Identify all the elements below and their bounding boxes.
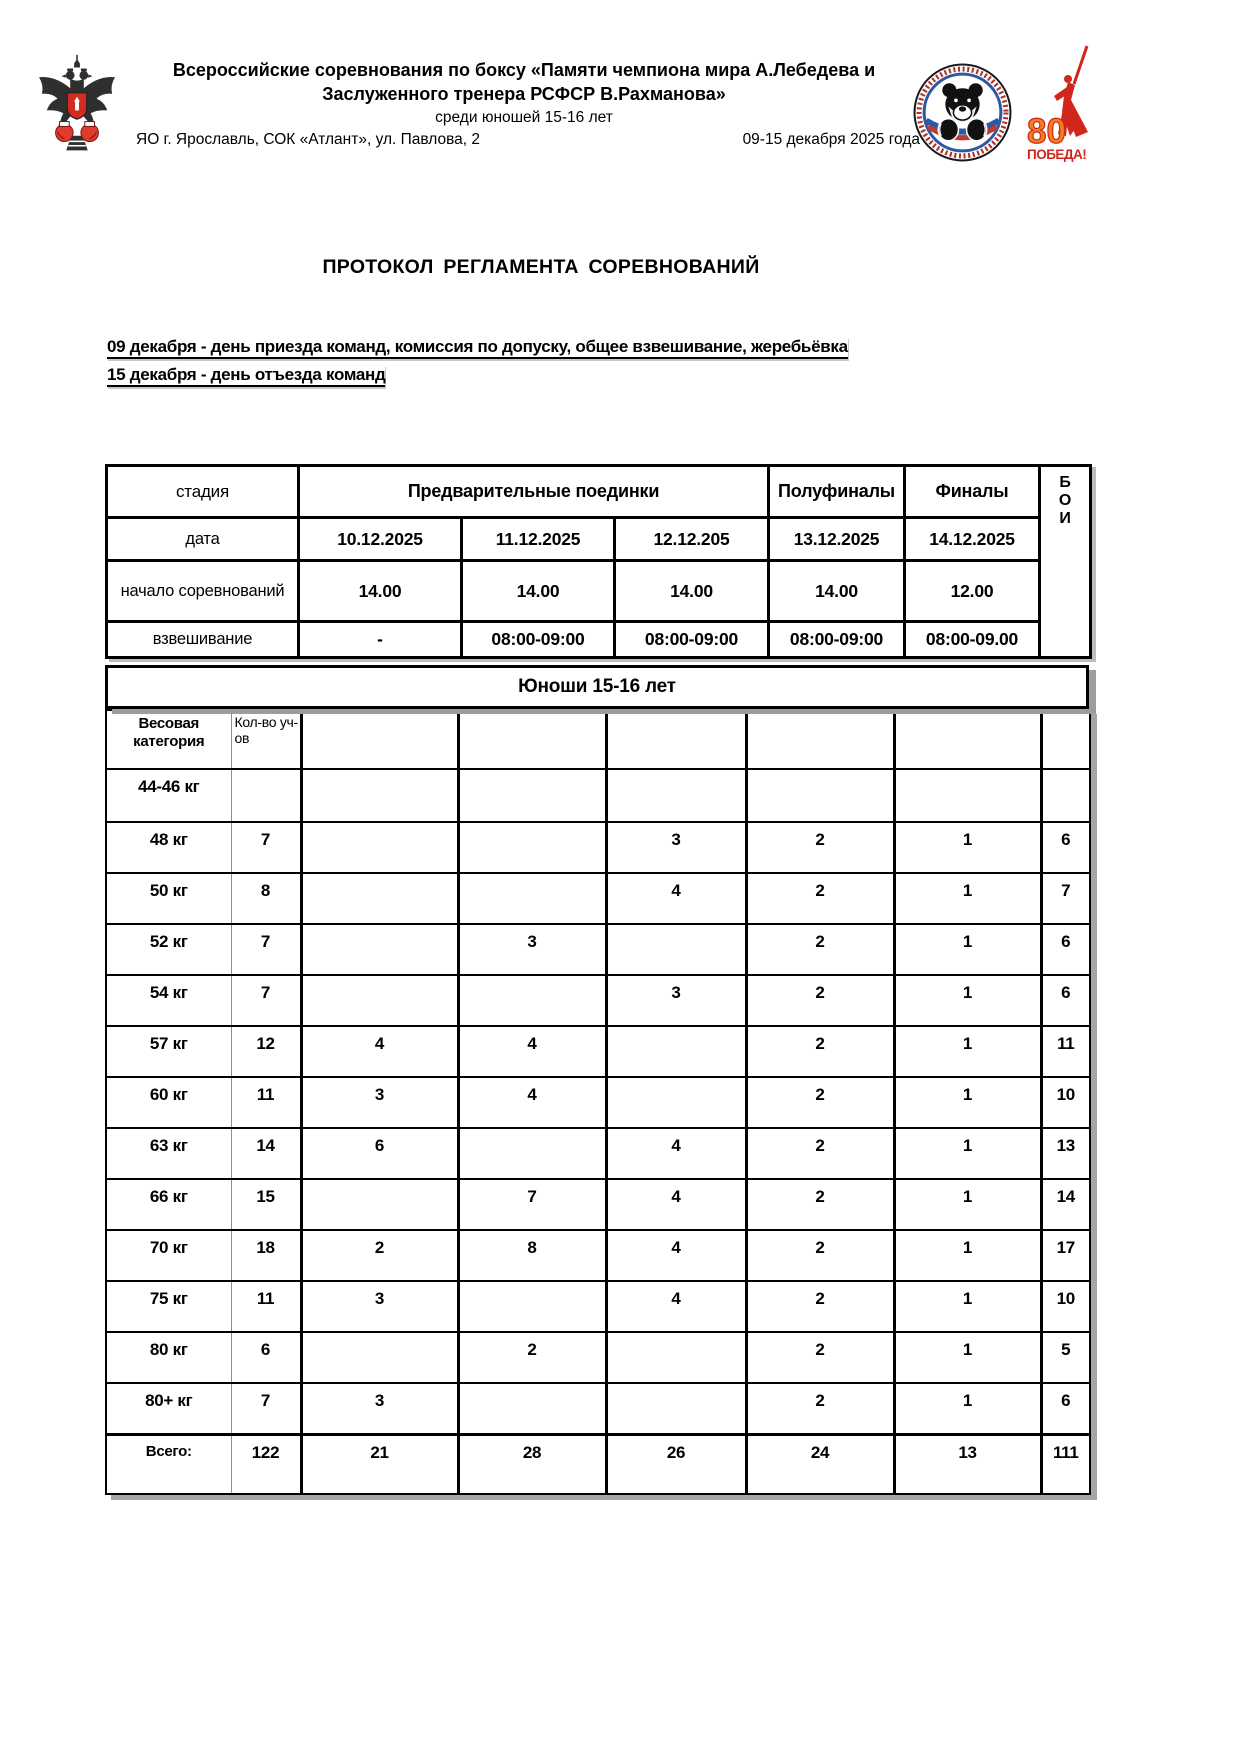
bouts-cell-day3 bbox=[606, 769, 746, 822]
bouts-cell-day3: 4 bbox=[606, 1281, 746, 1332]
weight-row-66 bbox=[106, 1179, 1090, 1230]
bouts-cell-day1 bbox=[301, 769, 458, 822]
participants-count-cell: 7 bbox=[231, 1383, 301, 1435]
bouts-cell-day2: 3 bbox=[458, 924, 606, 975]
bouts-cell-day1: 4 bbox=[301, 1026, 458, 1077]
participants-count-cell: 7 bbox=[231, 975, 301, 1026]
weight-row-70 bbox=[106, 1230, 1090, 1281]
participants-count-cell: 11 bbox=[231, 1281, 301, 1332]
fights-letter-1: Б bbox=[1059, 474, 1071, 491]
bouts-cell-semifinal: 2 bbox=[746, 1077, 894, 1128]
start-time-cell-2: 14.00 bbox=[462, 561, 615, 622]
bouts-cell-day3 bbox=[606, 1026, 746, 1077]
bouts-cell-day3 bbox=[606, 1383, 746, 1435]
start-label-cell: начало соревнований bbox=[107, 561, 299, 622]
total-fights-cell: 10 bbox=[1041, 1281, 1090, 1332]
bouts-cell-day1: 6 bbox=[301, 1128, 458, 1179]
weight-row-54 bbox=[106, 975, 1090, 1026]
bouts-cell-day1: 2 bbox=[301, 1230, 458, 1281]
weight-category-cell: 44-46 кг bbox=[106, 769, 231, 822]
participants-count-header-cell: Кол-во уч-ов bbox=[231, 710, 301, 769]
date-cell-5: 14.12.2025 bbox=[905, 518, 1040, 561]
weight-category-cell: 75 кг bbox=[106, 1281, 231, 1332]
date-cell-4: 13.12.2025 bbox=[769, 518, 905, 561]
start-time-cell-1: 14.00 bbox=[299, 561, 462, 622]
boxing-federation-bear-emblem-icon bbox=[912, 62, 1013, 163]
total-fights-cell: 7 bbox=[1041, 873, 1090, 924]
total-fights-cell: 6 bbox=[1041, 1383, 1090, 1435]
weighin-cell-1: - bbox=[299, 622, 462, 658]
protocol-tables bbox=[105, 464, 1089, 1495]
weights-table bbox=[105, 709, 1091, 1495]
bouts-cell-final: 1 bbox=[894, 975, 1041, 1026]
bouts-cell-final: 1 bbox=[894, 1281, 1041, 1332]
departure-note-line bbox=[107, 361, 848, 389]
weight-row-48 bbox=[106, 822, 1090, 873]
weight-category-cell: 57 кг bbox=[106, 1026, 231, 1077]
participants-count-cell: 15 bbox=[231, 1179, 301, 1230]
total-fights-cell: 13 bbox=[1041, 1128, 1090, 1179]
bouts-cell-final: 1 bbox=[894, 1128, 1041, 1179]
stage-row bbox=[107, 466, 1091, 518]
bouts-cell-final: 1 bbox=[894, 873, 1041, 924]
bouts-cell-day2: 2 bbox=[458, 1332, 606, 1383]
bouts-cell-semifinal: 2 bbox=[746, 975, 894, 1026]
start-time-cell-4: 14.00 bbox=[769, 561, 905, 622]
totals-fights-cell: 111 bbox=[1041, 1435, 1090, 1495]
weight-category-cell: 70 кг bbox=[106, 1230, 231, 1281]
totals-cell-day1: 21 bbox=[301, 1435, 458, 1495]
preliminary-header-cell: Предварительные поединки bbox=[299, 466, 769, 518]
bouts-cell-day3: 4 bbox=[606, 1230, 746, 1281]
bouts-cell-final: 1 bbox=[894, 822, 1041, 873]
weight-category-cell: 48 кг bbox=[106, 822, 231, 873]
russia-boxing-eagle-emblem-icon bbox=[33, 50, 121, 162]
weighin-cell-4: 08:00-09:00 bbox=[769, 622, 905, 658]
total-fights-cell: 10 bbox=[1041, 1077, 1090, 1128]
bouts-cell-day1 bbox=[301, 873, 458, 924]
bouts-cell-final: 1 bbox=[894, 1230, 1041, 1281]
start-time-cell-3: 14.00 bbox=[615, 561, 769, 622]
total-fights-cell: 11 bbox=[1041, 1026, 1090, 1077]
empty-header-cell-final bbox=[894, 710, 1041, 769]
bouts-cell-semifinal: 2 bbox=[746, 1332, 894, 1383]
totals-label-cell: Всего: bbox=[106, 1435, 231, 1495]
bouts-cell-day2: 4 bbox=[458, 1026, 606, 1077]
arrival-note-line bbox=[107, 333, 848, 361]
bouts-cell-day1 bbox=[301, 1332, 458, 1383]
date-cell-1: 10.12.2025 bbox=[299, 518, 462, 561]
bouts-cell-day2 bbox=[458, 873, 606, 924]
weight-row-75 bbox=[106, 1281, 1090, 1332]
bouts-cell-day1 bbox=[301, 822, 458, 873]
weight-category-cell: 66 кг bbox=[106, 1179, 231, 1230]
total-fights-cell: 14 bbox=[1041, 1179, 1090, 1230]
age-group-subtitle: среди юношей 15-16 лет bbox=[435, 109, 613, 126]
bouts-cell-semifinal: 2 bbox=[746, 822, 894, 873]
bouts-cell-day2 bbox=[458, 822, 606, 873]
weighin-cell-5: 08:00-09.00 bbox=[905, 622, 1040, 658]
schedule-notes bbox=[107, 333, 848, 389]
totals-count-cell: 122 bbox=[231, 1435, 301, 1495]
bouts-cell-day3 bbox=[606, 1077, 746, 1128]
venue-and-dates-row bbox=[128, 131, 920, 149]
total-fights-cell: 6 bbox=[1041, 924, 1090, 975]
total-fights-cell: 6 bbox=[1041, 975, 1090, 1026]
empty-header-cell-semifinal bbox=[746, 710, 894, 769]
header-title-block bbox=[128, 58, 920, 149]
bouts-cell-day2: 4 bbox=[458, 1077, 606, 1128]
weight-category-cell: 54 кг bbox=[106, 975, 231, 1026]
weight-row-57 bbox=[106, 1026, 1090, 1077]
bouts-cell-day1 bbox=[301, 975, 458, 1026]
weight-category-header-cell: Весовая категория bbox=[106, 710, 231, 769]
date-label-cell: дата bbox=[107, 518, 299, 561]
bouts-cell-final: 1 bbox=[894, 1332, 1041, 1383]
participants-count-cell: 7 bbox=[231, 924, 301, 975]
totals-cell-day2: 28 bbox=[458, 1435, 606, 1495]
bouts-cell-semifinal: 2 bbox=[746, 1281, 894, 1332]
weighin-cell-2: 08:00-09:00 bbox=[462, 622, 615, 658]
participants-count-cell bbox=[231, 769, 301, 822]
fights-letter-2: О bbox=[1058, 492, 1072, 509]
date-row bbox=[107, 518, 1091, 561]
bouts-cell-day1 bbox=[301, 1179, 458, 1230]
totals-cell-final: 13 bbox=[894, 1435, 1041, 1495]
bouts-cell-day2: 7 bbox=[458, 1179, 606, 1230]
bouts-cell-final: 1 bbox=[894, 1077, 1041, 1128]
empty-header-cell-day1 bbox=[301, 710, 458, 769]
participants-count-cell: 6 bbox=[231, 1332, 301, 1383]
weight-category-cell: 80+ кг bbox=[106, 1383, 231, 1435]
bouts-cell-day3: 3 bbox=[606, 822, 746, 873]
bouts-cell-semifinal: 2 bbox=[746, 924, 894, 975]
bouts-cell-semifinal: 2 bbox=[746, 1128, 894, 1179]
bouts-cell-day1 bbox=[301, 924, 458, 975]
total-fights-cell: 17 bbox=[1041, 1230, 1090, 1281]
participants-count-cell: 11 bbox=[231, 1077, 301, 1128]
schedule-table bbox=[105, 464, 1092, 659]
total-fights-cell: 5 bbox=[1041, 1332, 1090, 1383]
start-time-cell-5: 12.00 bbox=[905, 561, 1040, 622]
bouts-cell-semifinal: 2 bbox=[746, 1383, 894, 1435]
weight-row-50 bbox=[106, 873, 1090, 924]
weight-category-cell: 50 кг bbox=[106, 873, 231, 924]
weighin-label-cell: взвешивание bbox=[107, 622, 299, 658]
bouts-cell-semifinal: 2 bbox=[746, 873, 894, 924]
weights-header-row bbox=[106, 710, 1090, 769]
weight-row-63 bbox=[106, 1128, 1090, 1179]
bouts-cell-day2 bbox=[458, 1383, 606, 1435]
bouts-cell-semifinal: 2 bbox=[746, 1230, 894, 1281]
final-header-cell: Финалы bbox=[905, 466, 1040, 518]
bouts-cell-day2: 8 bbox=[458, 1230, 606, 1281]
protocol-title: ПРОТОКОЛ РЕГЛАМЕНТА СОРЕВНОВАНИЙ bbox=[322, 256, 760, 278]
total-fights-cell bbox=[1041, 769, 1090, 822]
weighin-row bbox=[107, 622, 1091, 658]
bouts-cell-day2 bbox=[458, 1128, 606, 1179]
empty-header-cell-day3 bbox=[606, 710, 746, 769]
totals-row bbox=[106, 1435, 1090, 1495]
bouts-cell-day3 bbox=[606, 1332, 746, 1383]
bouts-cell-day3: 4 bbox=[606, 1128, 746, 1179]
weight-row-80 bbox=[106, 1332, 1090, 1383]
bouts-cell-final: 1 bbox=[894, 1026, 1041, 1077]
bouts-cell-final: 1 bbox=[894, 1383, 1041, 1435]
stage-label-cell: стадия bbox=[107, 466, 299, 518]
total-fights-cell: 6 bbox=[1041, 822, 1090, 873]
semifinal-header-cell: Полуфиналы bbox=[769, 466, 905, 518]
bouts-cell-final: 1 bbox=[894, 924, 1041, 975]
bouts-cell-semifinal: 2 bbox=[746, 1026, 894, 1077]
weight-category-cell: 60 кг bbox=[106, 1077, 231, 1128]
date-cell-3: 12.12.205 bbox=[615, 518, 769, 561]
victory-number-text: 80 bbox=[1027, 112, 1066, 151]
participants-count-cell: 7 bbox=[231, 822, 301, 873]
weight-row-60 bbox=[106, 1077, 1090, 1128]
departure-note-text: 15 декабря - день отъезда команд bbox=[107, 365, 385, 387]
victory-80-logo-icon bbox=[1024, 44, 1098, 164]
bouts-cell-final bbox=[894, 769, 1041, 822]
group-title-band: Юноши 15-16 лет bbox=[105, 665, 1089, 709]
bouts-cell-day1: 3 bbox=[301, 1383, 458, 1435]
competition-title-line2: Заслуженного тренера РСФСР В.Рахманова» bbox=[322, 84, 726, 104]
venue-text: ЯО г. Ярославль, СОК «Атлант», ул. Павлова, 2 bbox=[136, 131, 481, 148]
bouts-cell-day3: 3 bbox=[606, 975, 746, 1026]
bouts-cell-day1: 3 bbox=[301, 1077, 458, 1128]
victory-caption-text: ПОБЕДА! bbox=[1027, 147, 1087, 162]
weight-category-cell: 80 кг bbox=[106, 1332, 231, 1383]
arrival-note-text: 09 декабря - день приезда команд, комиссия по допуску, общее взвешивание, жеребьёвка bbox=[107, 337, 848, 359]
competition-title-line1: Всероссийские соревнования по боксу «Памяти чемпиона мира А.Лебедева и bbox=[172, 60, 876, 80]
fights-column-header-cell bbox=[1040, 466, 1091, 658]
bouts-cell-day2 bbox=[458, 1281, 606, 1332]
start-time-row bbox=[107, 561, 1091, 622]
weight-row-44-46 bbox=[106, 769, 1090, 822]
fights-letter-3: И bbox=[1059, 510, 1071, 527]
participants-count-cell: 18 bbox=[231, 1230, 301, 1281]
bouts-cell-semifinal: 2 bbox=[746, 1179, 894, 1230]
weight-category-cell: 52 кг bbox=[106, 924, 231, 975]
bouts-cell-day2 bbox=[458, 975, 606, 1026]
totals-cell-day3: 26 bbox=[606, 1435, 746, 1495]
participants-count-cell: 8 bbox=[231, 873, 301, 924]
empty-header-cell-day2 bbox=[458, 710, 606, 769]
empty-header-cell-fights bbox=[1041, 710, 1090, 769]
bouts-cell-day3 bbox=[606, 924, 746, 975]
bouts-cell-day3: 4 bbox=[606, 1179, 746, 1230]
bouts-cell-day3: 4 bbox=[606, 873, 746, 924]
totals-cell-semifinal: 24 bbox=[746, 1435, 894, 1495]
participants-count-cell: 14 bbox=[231, 1128, 301, 1179]
weight-row-52 bbox=[106, 924, 1090, 975]
participants-count-cell: 12 bbox=[231, 1026, 301, 1077]
bouts-cell-day2 bbox=[458, 769, 606, 822]
bouts-cell-semifinal bbox=[746, 769, 894, 822]
weight-row-80plus bbox=[106, 1383, 1090, 1435]
weighin-cell-3: 08:00-09:00 bbox=[615, 622, 769, 658]
bouts-cell-day1: 3 bbox=[301, 1281, 458, 1332]
weight-category-cell: 63 кг bbox=[106, 1128, 231, 1179]
date-range-text: 09-15 декабря 2025 года bbox=[742, 131, 920, 148]
bouts-cell-final: 1 bbox=[894, 1179, 1041, 1230]
date-cell-2: 11.12.2025 bbox=[462, 518, 615, 561]
